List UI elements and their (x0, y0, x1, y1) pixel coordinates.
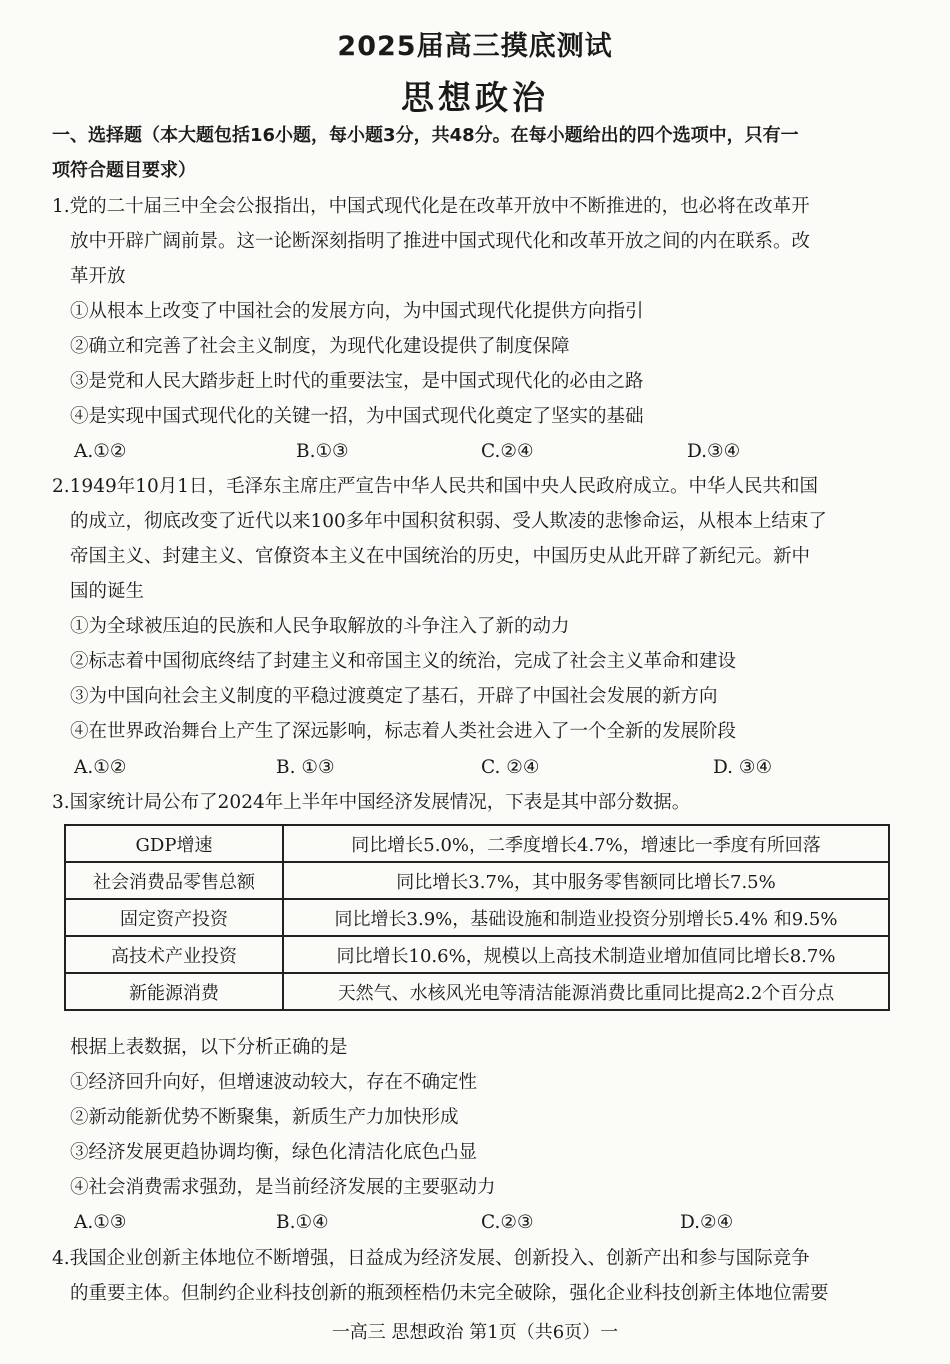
q2-option-d: D. ③④ (713, 757, 773, 778)
q1-item: ③是党和人民大踏步赶上时代的重要法宝，是中国式现代化的必由之路 (70, 371, 644, 392)
table-cell-key: 新能源消费 (65, 973, 283, 1010)
exam-title: 2025届高三摸底测试 (337, 31, 613, 62)
q3-item: ③经济发展更趋协调均衡，绿色化清洁化底色凸显 (70, 1142, 478, 1163)
q1-option-a: A.①② (74, 441, 127, 462)
q4-stem-line: 的重要主体。但制约企业科技创新的瓶颈桎梏仍未完全破除，强化企业科技创新主体地位需要 (70, 1283, 829, 1304)
q1-item: ①从根本上改变了中国社会的发展方向，为中国式现代化提供方向指引 (70, 301, 644, 322)
q1-stem-line: 放中开辟广阔前景。这一论断深刻指明了推进中国式现代化和改革开放之间的内在联系。改 (70, 231, 811, 252)
q2-item: ①为全球被压迫的民族和人民争取解放的斗争注入了新的动力 (70, 616, 570, 637)
q1-item: ④是实现中国式现代化的关键一招，为中国式现代化奠定了坚实的基础 (70, 406, 644, 427)
table-row (65, 899, 889, 936)
table-cell-value: 同比增长10.6%，规模以上高技术制造业增加值同比增长8.7% (283, 936, 889, 973)
q1-stem-line: 1.党的二十届三中全会公报指出，中国式现代化是在改革开放中不断推进的，也必将在改革开 (52, 196, 810, 217)
table-cell-key: GDP增速 (65, 825, 283, 862)
section-heading: 一、选择题（本大题包括16小题，每小题3分，共48分。在每小题给出的四个选项中，只有一 (52, 125, 799, 146)
q3-option-a: A.①③ (74, 1212, 127, 1233)
table-cell-value: 同比增长3.7%，其中服务零售额同比增长7.5% (283, 862, 889, 899)
q3-option-b: B.①④ (276, 1212, 329, 1233)
q3-item: ②新动能新优势不断聚集，新质生产力加快形成 (70, 1107, 459, 1128)
q1-stem-line: 革开放 (70, 266, 126, 287)
table-cell-value: 天然气、水核风光电等清洁能源消费比重同比提高2.2个百分点 (283, 973, 889, 1010)
table-cell-key: 社会消费品零售总额 (65, 862, 283, 899)
q3-item: ④社会消费需求强劲，是当前经济发展的主要驱动力 (70, 1177, 496, 1198)
q3-stem: 3.国家统计局公布了2024年上半年中国经济发展情况，下表是其中部分数据。 (52, 792, 691, 813)
q2-item: ③为中国向社会主义制度的平稳过渡奠定了基石，开辟了中国社会发展的新方向 (70, 686, 718, 707)
q2-stem-line: 国的诞生 (70, 581, 145, 602)
subject-title: 思想政治 (401, 78, 549, 117)
q2-option-b: B. ①③ (276, 757, 335, 778)
q4-stem-line: 4.我国企业创新主体地位不断增强，日益成为经济发展、创新投入、创新产出和参与国际竞争 (52, 1248, 810, 1269)
table-cell-value: 同比增长5.0%，二季度增长4.7%，增速比一季度有所回落 (283, 825, 889, 862)
table-cell-key: 固定资产投资 (65, 899, 283, 936)
section-heading-cont: 项符合题目要求） (52, 160, 196, 181)
table-row (65, 825, 889, 862)
table-cell-value: 同比增长3.9%，基础设施和制造业投资分别增长5.4% 和9.5% (283, 899, 889, 936)
q3-lead: 根据上表数据，以下分析正确的是 (70, 1037, 348, 1058)
page-footer: 一高三 思想政治 第1页（共6页）一 (331, 1322, 619, 1343)
table-cell-key: 高技术产业投资 (65, 936, 283, 973)
q2-item: ④在世界政治舞台上产生了深远影响，标志着人类社会进入了一个全新的发展阶段 (70, 721, 737, 742)
q3-item: ①经济回升向好，但增速波动较大，存在不确定性 (70, 1072, 478, 1093)
q2-item: ②标志着中国彻底终结了封建主义和帝国主义的统治，完成了社会主义革命和建设 (70, 651, 737, 672)
table-row (65, 862, 889, 899)
q2-stem-line: 的成立，彻底改变了近代以来100多年中国积贫积弱、受人欺凌的悲惨命运，从根本上结束了 (70, 511, 827, 532)
q1-item: ②确立和完善了社会主义制度，为现代化建设提供了制度保障 (70, 336, 570, 357)
q2-option-a: A.①② (74, 757, 127, 778)
table-row (65, 936, 889, 973)
economic-data-table (64, 824, 890, 1011)
q1-option-b: B.①③ (296, 441, 349, 462)
q1-option-d: D.③④ (687, 441, 741, 462)
q1-option-c: C.②④ (481, 441, 534, 462)
table-row (65, 973, 889, 1010)
q3-option-c: C.②③ (481, 1212, 534, 1233)
q2-option-c: C. ②④ (481, 757, 540, 778)
q2-stem-line: 2.1949年10月1日，毛泽东主席庄严宣告中华人民共和国中央人民政府成立。中华人民共和国 (52, 476, 819, 497)
q2-stem-line: 帝国主义、封建主义、官僚资本主义在中国统治的历史，中国历史从此开辟了新纪元。新中 (70, 546, 811, 567)
q3-option-d: D.②④ (680, 1212, 734, 1233)
